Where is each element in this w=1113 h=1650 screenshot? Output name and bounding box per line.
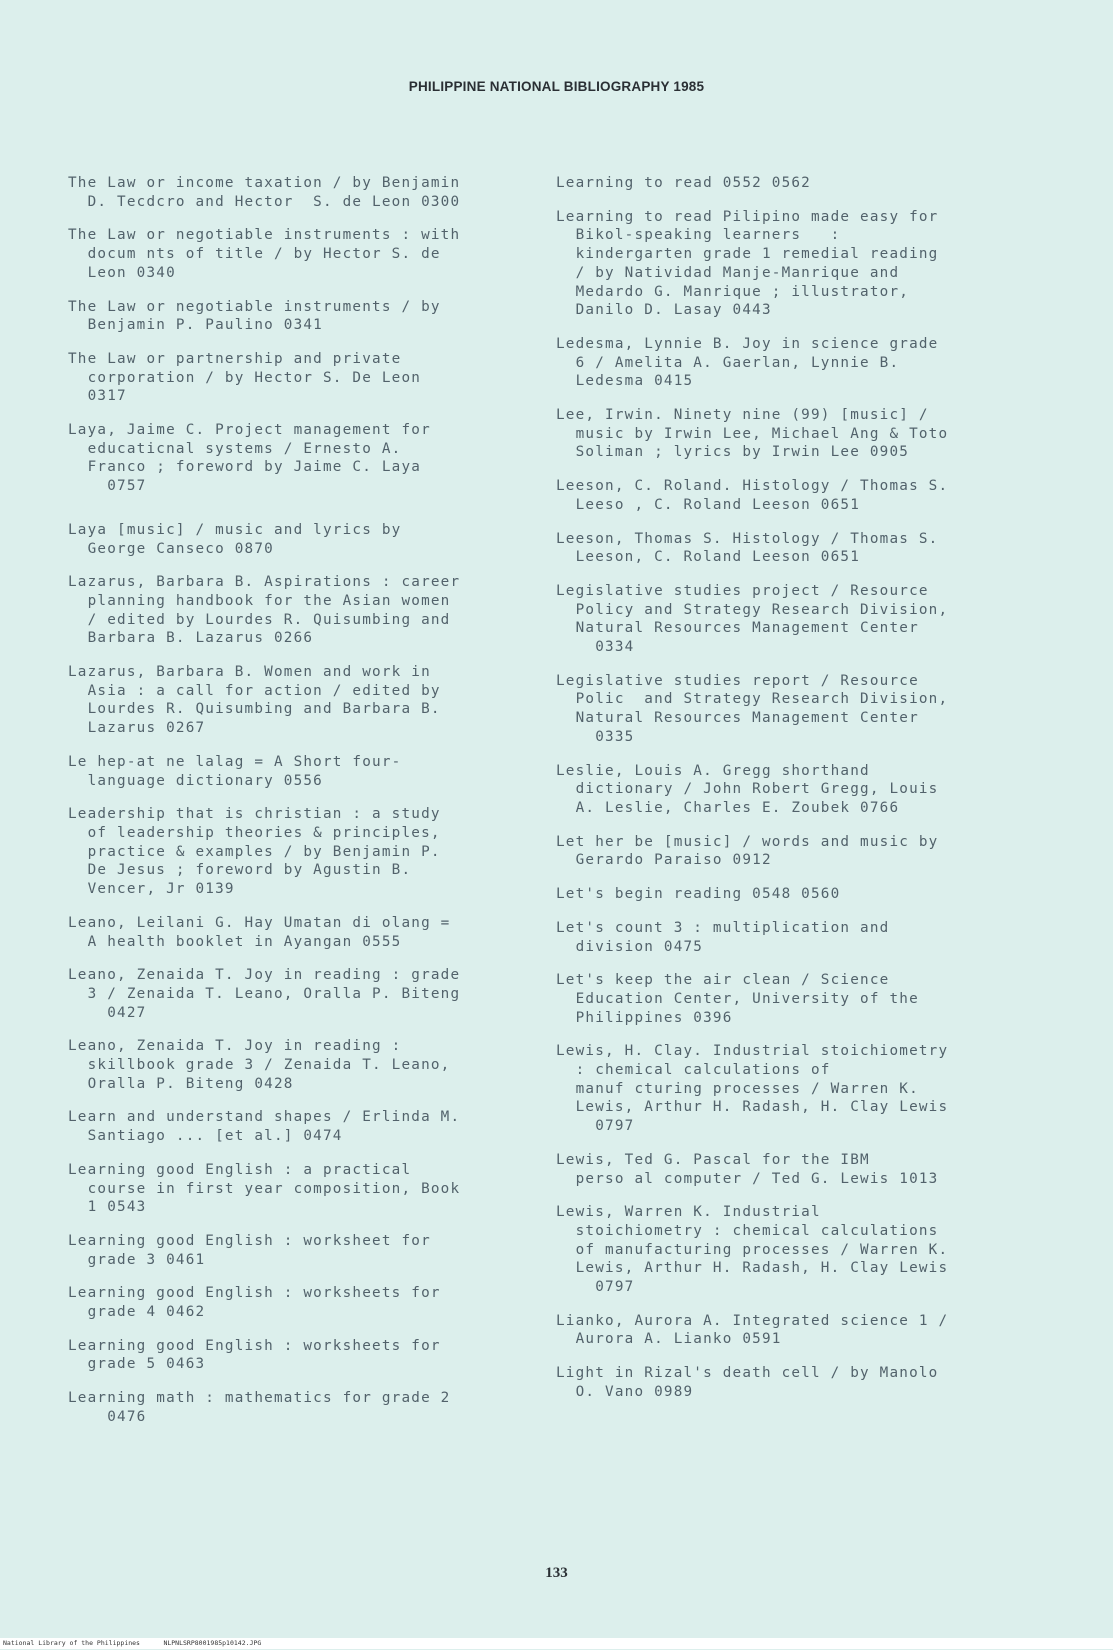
bibliography-entry: Let her be [music] / words and music by Gerardo Paraiso 0912 [556,833,939,869]
bibliography-entry: Legislative studies project / Resource Policy and Strategy Research Division, Natural Resources Management Center 0334 [556,582,949,656]
bibliography-entry: Leslie, Louis A. Gregg shorthand dictionary / John Robert Gregg, Louis A. Leslie, Charles E. Zoubek 0766 [556,762,939,816]
bibliography-entry: Lee, Irwin. Ninety nine (99) [music] / music by Irwin Lee, Michael Ang & Toto Soliman ; lyrics by Irwin Lee 0905 [556,407,949,461]
bibliography-entry: Learning good English : worksheets for grade 4 0462 [68,1285,441,1321]
bibliography-entry: Learn and understand shapes / Erlinda M. Santiago ... [et al.] 0474 [68,1109,461,1145]
bibliography-entry: The Law or partnership and private corporation / by Hector S. De Leon 0317 [68,350,422,405]
bibliography-entry: Le hep-at ne lalag = A Short four- language dictionary 0556 [68,753,402,789]
bibliography-entry: Let's begin reading 0548 0560 [556,886,841,903]
scan-footer: National Library of the Philippines NLPNLSRP8001985p10142.JPG [0,1638,1113,1649]
page-number: 133 [545,1565,568,1581]
left-column [68,174,538,1427]
bibliography-entry: Lazarus, Barbara B. Aspirations : career planning handbook for the Asian women / edited by Lourdes R. Quisumbing and Barbara B. Lazarus 0266 [68,574,461,647]
bibliography-entry: Leano, Zenaida T. Joy in reading : skillbook grade 3 / Zenaida T. Leano, Oralla P. Biteng 0428 [68,1038,451,1092]
page-title: PHILIPPINE NATIONAL BIBLIOGRAPHY 1985 [408,79,705,94]
bibliography-entry: Leeson, Thomas S. Histology / Thomas S. Leeson, C. Roland Leeson 0651 [556,530,939,566]
bibliography-entry: Legislative studies report / Resource Polic and Strategy Research Division, Natural Resources Management Center 0335 [556,672,949,745]
bibliography-entry: The Law or negotiable instruments / by Benjamin P. Paulino 0341 [68,298,441,334]
bibliography-entry: Laya [music] / music and lyrics by George Canseco 0870 [68,521,402,557]
bibliography-entry: Learning to read 0552 0562 [556,175,811,191]
bibliography-entry: Light in Rizal's death cell / by Manolo O. Vano 0989 [556,1365,939,1400]
bibliography-entry: Let's count 3 : multiplication and division 0475 [556,919,890,955]
bibliography-entry: Let's keep the air clean / Science Education Center, University of the Philippines 0396 [556,972,919,1026]
bibliography-entry: Leano, Zenaida T. Joy in reading : grade 3 / Zenaida T. Leano, Oralla P. Biteng 0427 [68,967,461,1021]
bibliography-entry: Learning good English : worksheets for grade 5 0463 [68,1337,441,1373]
bibliography-entry: Learning to read Pilipino made easy for Bikol-speaking learners : kindergarten grade 1 remedial reading / by Natividad Manje-Manrique and Medardo G. Manrique ; illustrator, Danilo D. Lasay 0443 [556,208,939,319]
bibliography-entry: Lewis, H. Clay. Industrial stoichiometry : chemical calculations of manuf cturing processes / Warren K. Lewis, Arthur H. Radash, H. Clay Lewis 0797 [556,1043,949,1135]
bibliography-entry: Leadership that is christian : a study of leadership theories & principles, practice & examples / by Benjamin P. De Jesus ; foreword by Agustin B. Vencer, Jr 0139 [68,806,441,898]
bibliography-entry: Learning good English : a practical course in first year composition, Book 1 0543 [68,1161,461,1216]
bibliography-entry: Learning math : mathematics for grade 2 0476 [68,1390,451,1425]
right-column [556,174,1026,1402]
bibliography-entry: Lewis, Ted G. Pascal for the IBM perso al computer / Ted G. Lewis 1013 [556,1151,939,1187]
bibliography-entry: Lewis, Warren K. Industrial stoichiometry : chemical calculations of manufacturing processes / Warren K. Lewis, Arthur H. Radash, H. Clay Lewis 0797 [556,1204,949,1296]
bibliography-entry: Ledesma, Lynnie B. Joy in science grade 6 / Amelita A. Gaerlan, Lynnie B. Ledesma 0415 [556,335,939,390]
bibliography-entry: Lazarus, Barbara B. Women and work in Asia : a call for action / edited by Lourdes R. Quisumbing and Barbara B. Lazarus 0267 [68,664,441,737]
bibliography-entry: The Law or income taxation / by Benjamin D. Tecdcro and Hector S. de Leon 0300 [68,175,461,210]
bibliography-entry: Leeson, C. Roland. Histology / Thomas S. Leeso , C. Roland Leeson 0651 [556,478,949,513]
bibliography-entry: Lianko, Aurora A. Integrated science 1 / Aurora A. Lianko 0591 [556,1312,949,1348]
bibliography-entry: The Law or negotiable instruments : with docum nts of title / by Hector S. de Leon 0340 [68,227,461,281]
bibliography-entry: Laya, Jaime C. Project management for educaticnal systems / Ernesto A. Franco ; foreword by Jaime C. Laya 0757 [68,422,431,495]
bibliography-entry: Leano, Leilani G. Hay Umatan di olang = A health booklet in Ayangan 0555 [68,914,451,950]
bibliography-entry: Learning good English : worksheet for grade 3 0461 [68,1232,431,1268]
